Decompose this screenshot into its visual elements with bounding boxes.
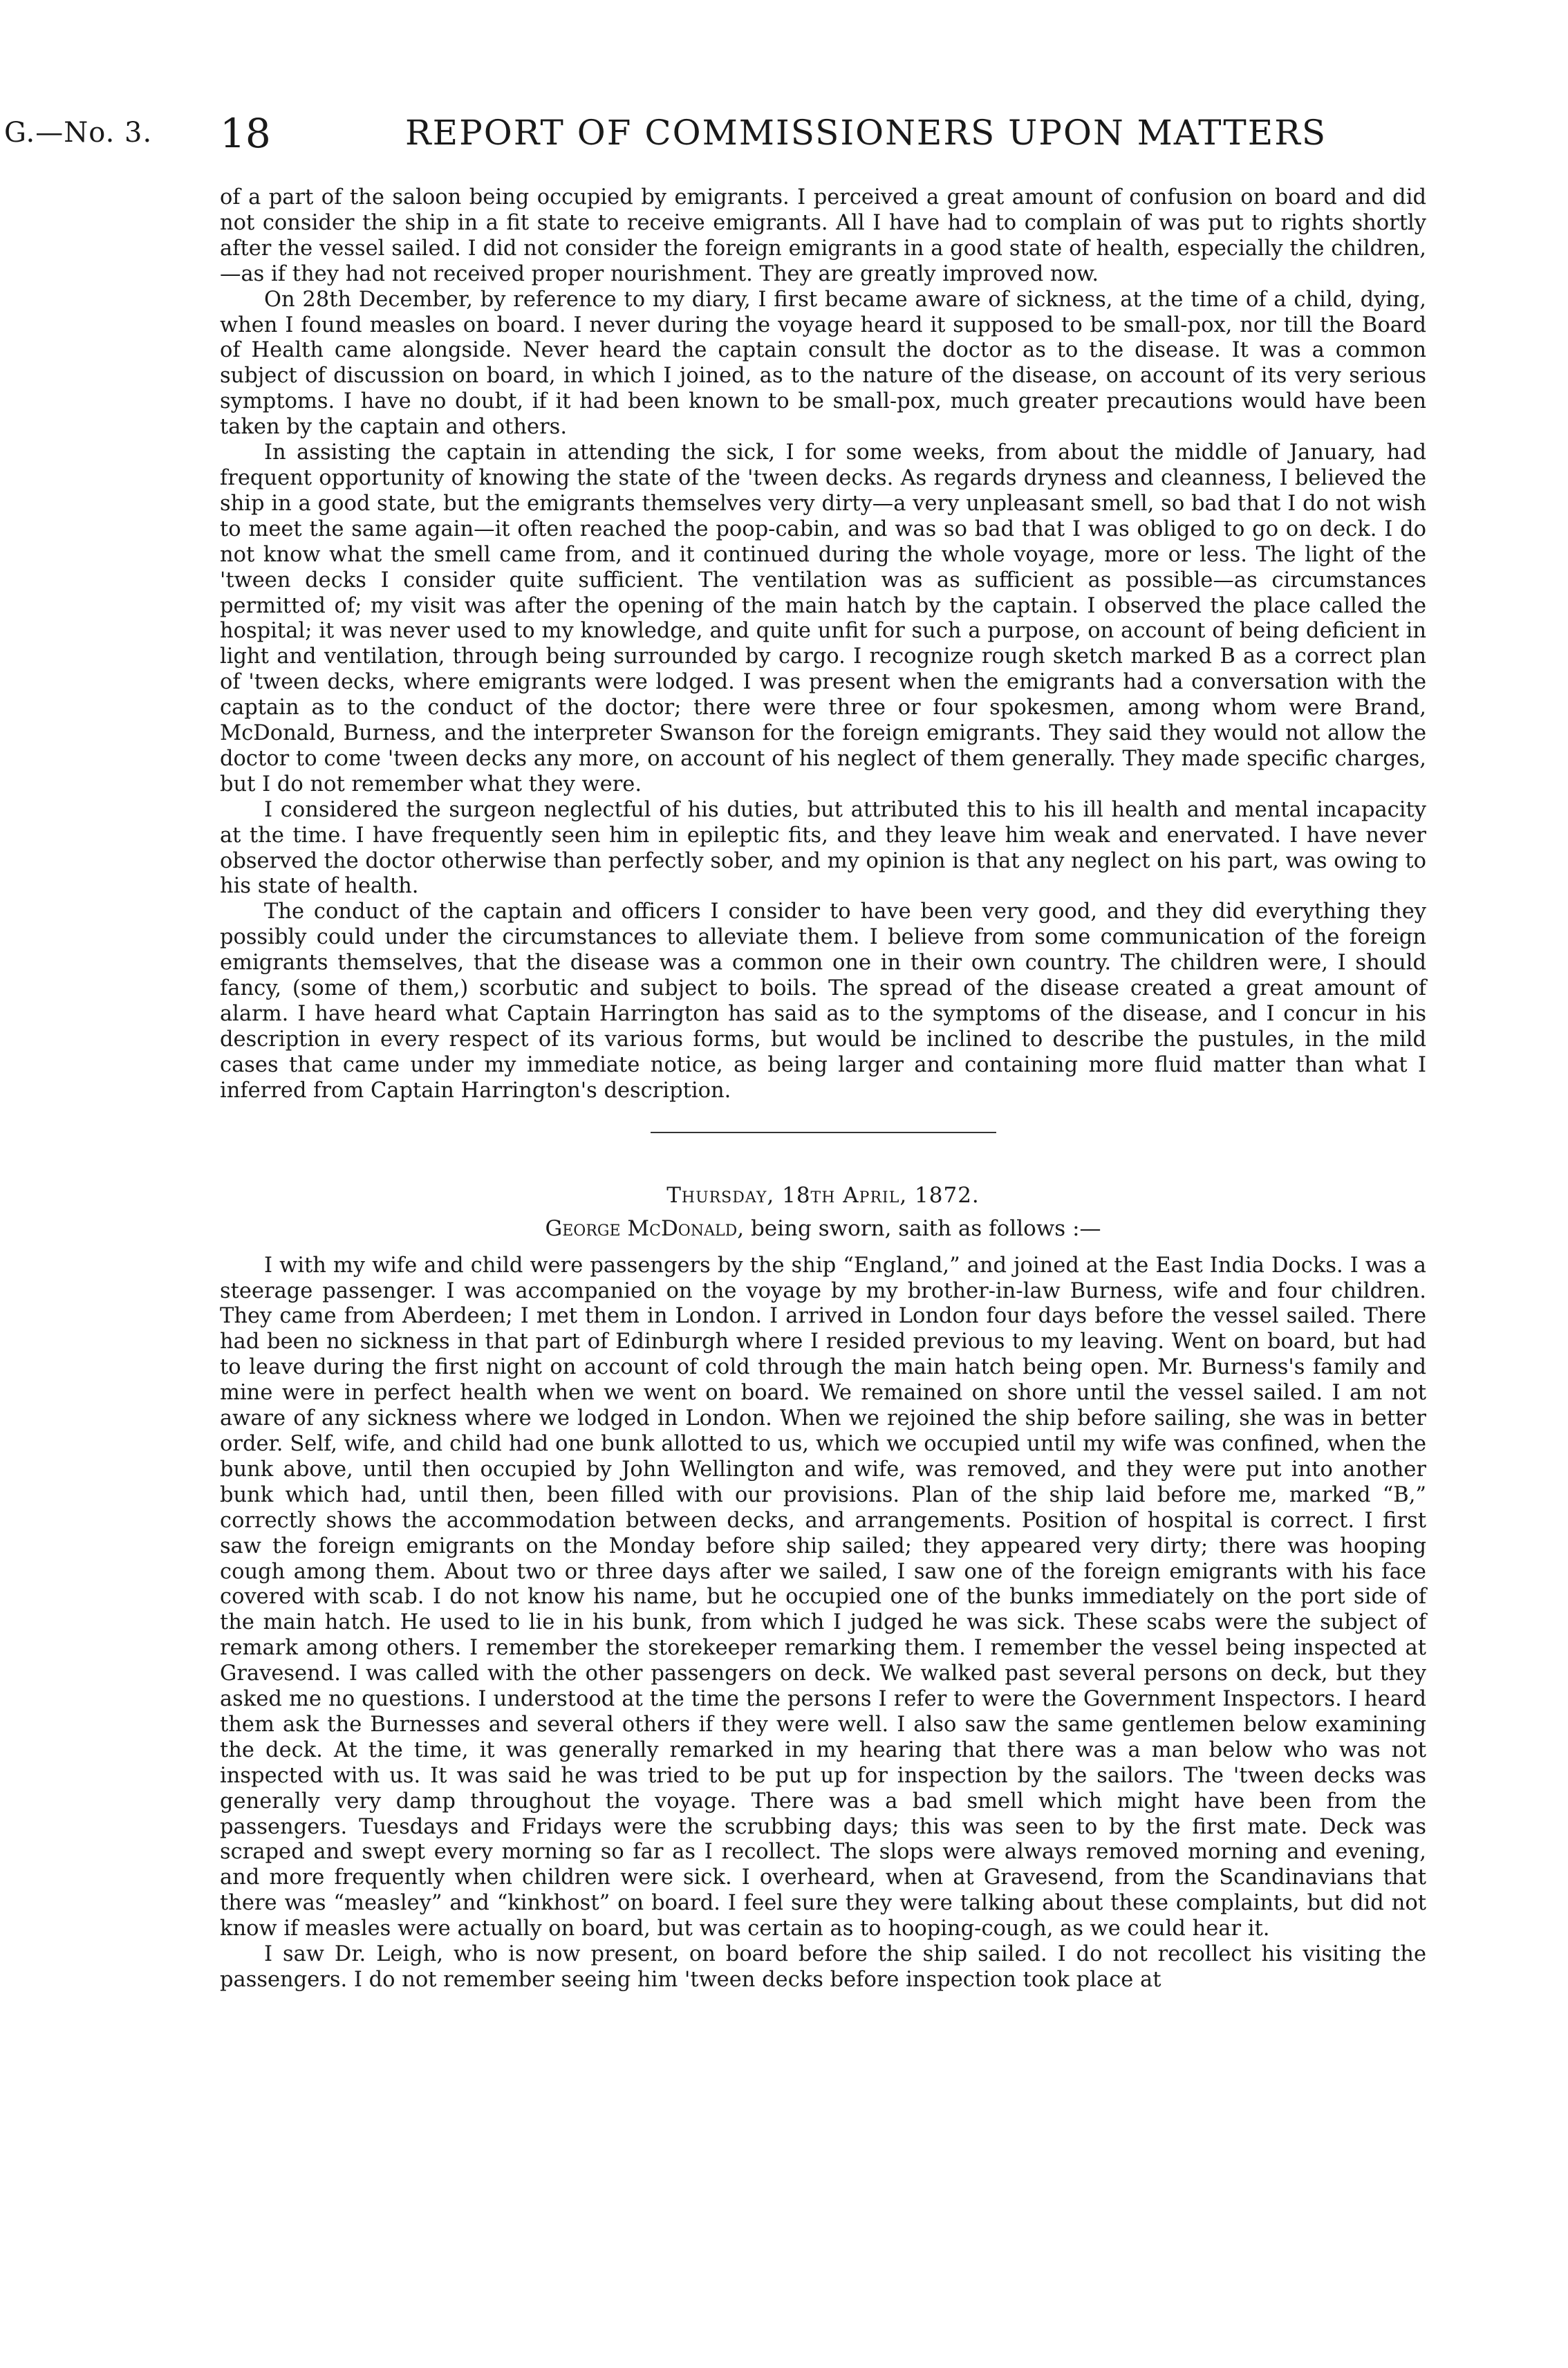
paragraph: I saw Dr. Leigh, who is now present, on board before the ship sailed. I do not recollect his visiting the passengers. I do not remember seeing him 'tween decks before inspection took place at (220, 1942, 1426, 1992)
witness-name: George McDonald (545, 1215, 738, 1241)
document-body (220, 185, 1426, 1993)
paragraph: of a part of the saloon being occupied by emigrants. I perceived a great amount of confusion on board and did not consider the ship in a fit state to receive emigrants. All I have had to complain of was put to rights shortly after the vessel sailed. I did not consider the foreign emigrants in a good state of health, especially the children,—as if they had not received proper nourishment. They are greatly improved now. (220, 185, 1426, 286)
paragraph: I considered the surgeon neglectful of his duties, but attributed this to his ill health and mental incapacity at the time. I have frequently seen him in epileptic fits, and they leave him weak and enervated. I have never observed the doctor otherwise than perfectly sober, and my opinion is that any neglect on his part, was owing to his state of health. (220, 797, 1426, 899)
paragraph: In assisting the captain in attending the sick, I for some weeks, from about the middle of January, had frequent opportunity of knowing the state of the 'tween decks. As regards dryness and cleanness, I believed the ship in a good state, but the emigrants themselves very dirty—a very unpleasant smell, so bad that I do not wish to meet the same again—it often reached the poop-cabin, and was so bad that I was obliged to go on deck. I do not know what the smell came from, and it continued during the whole voyage, more or less. The light of the 'tween decks I consider quite sufficient. The ventilation was as sufficient as possible—as circumstances permitted of; my visit was after the opening of the main hatch by the captain. I observed the place called the hospital; it was never used to my knowledge, and quite unfit for such a purpose, on account of being deficient in light and ventilation, through being surrounded by cargo. I recognize rough sketch marked B as a correct plan of 'tween decks, where emigrants were lodged. I was present when the emigrants had a conversation with the captain as to the conduct of the doctor; there were three or four spokesmen, among whom were Brand, McDonald, Burness, and the interpreter Swanson for the foreign emigrants. They said they would not allow the doctor to come 'tween decks any more, on account of his neglect of them generally. They made specific charges, but I do not remember what they were. (220, 440, 1426, 796)
section-divider (651, 1132, 996, 1133)
series-number: G.—No. 3. (4, 117, 153, 149)
paragraph: The conduct of the captain and officers I consider to have been very good, and they did everything they possibly could under the circumstances to alleviate them. I believe from some communication of the foreign emigrants themselves, that the disease was a common one in their own country. The children were, I should fancy, (some of them,) scorbutic and subject to boils. The spread of the disease created a great amount of alarm. I have heard what Captain Harrington has said as to the symptoms of the disease, and I concur in his description in every respect of its various forms, but would be inclined to describe the pustules, in the mild cases that came under my immediate notice, as being larger and containing more fluid matter than what I inferred from Captain Harrington's description. (220, 899, 1426, 1103)
session-date: Thursday, 18th April, 1872. (666, 1182, 980, 1208)
witness-line (220, 1215, 1426, 1242)
paragraph: On 28th December, by reference to my diary, I first became aware of sickness, at the time of a child, dying, when I found measles on board. I never during the voyage heard it supposed to be small-pox, nor till the Board of Health came alongside. Never heard the captain consult the doctor as to the disease. It was a common subject of discussion on board, in which I joined, as to the nature of the disease, on account of its very serious symptoms. I have no doubt, if it had been known to be small-pox, much greater precautions would have been taken by the captain and others. (220, 287, 1426, 440)
page-header (0, 107, 1568, 162)
page-number: 18 (220, 110, 271, 157)
paragraph: I with my wife and child were passengers by the ship “England,” and joined at the East India Docks. I was a steerage passenger. I was accompanied on the voyage by my brother-in-law Burness, wife and four children. They came from Aberdeen; I met them in London. I arrived in London four days before the vessel sailed. There had been no sickness in that part of Edinburgh where I resided previous to my leaving. Went on board, but had to leave during the first night on account of cold through the main hatch being open. Mr. Burness's family and mine were in perfect health when we went on board. We remained on shore until the vessel sailed. I am not aware of any sickness where we lodged in London. When we rejoined the ship before sailing, she was in better order. Self, wife, and child had one bunk allotted to us, which we occupied until my wife was confined, when the bunk above, until then occupied by John Wellington and wife, was removed, and they were put into another bunk which had, until then, been filled with our provisions. Plan of the ship laid before me, marked “B,” correctly shows the accommodation between decks, and arrangements. Position of hospital is correct. I first saw the foreign emigrants on the Monday before ship sailed; they appeared very dirty; there was hooping cough among them. About two or three days after we sailed, I saw one of the foreign emigrants with his face covered with scab. I do not know his name, but he occupied one of the bunks immediately on the port side of the main hatch. He used to lie in his bunk, from which I judged he was sick. These scabs were the subject of remark among others. I remember the storekeeper remarking them. I remember the vessel being inspected at Gravesend. I was called with the other passengers on deck. We walked past several persons on deck, but they asked me no questions. I understood at the time the persons I refer to were the Government Inspectors. I heard them ask the Burnesses and several others if they were well. I also saw the same gentlemen below examining the deck. At the time, it was generally remarked in my hearing that there was a man below who was not inspected with us. It was said he was tried to be put up for inspection by the sailors. The 'tween decks was generally very damp throughout the voyage. There was a bad smell which might have been from the passengers. Tuesdays and Fridays were the scrubbing days; this was seen to by the first mate. Deck was scraped and swept every morning so far as I recollect. The slops were always removed morning and evening, and more frequently when children were sick. I overheard, when at Gravesend, from the Scandinavians that there was “measley” and “kinkhost” on board. I feel sure they were talking about these complaints, but did not know if measles were actually on board, but was certain as to hooping-cough, as we could hear it. (220, 1253, 1426, 1941)
witness-intro: , being sworn, saith as follows :— (737, 1215, 1101, 1241)
running-title: REPORT OF COMMISSIONERS UPON MATTERS (405, 113, 1327, 153)
